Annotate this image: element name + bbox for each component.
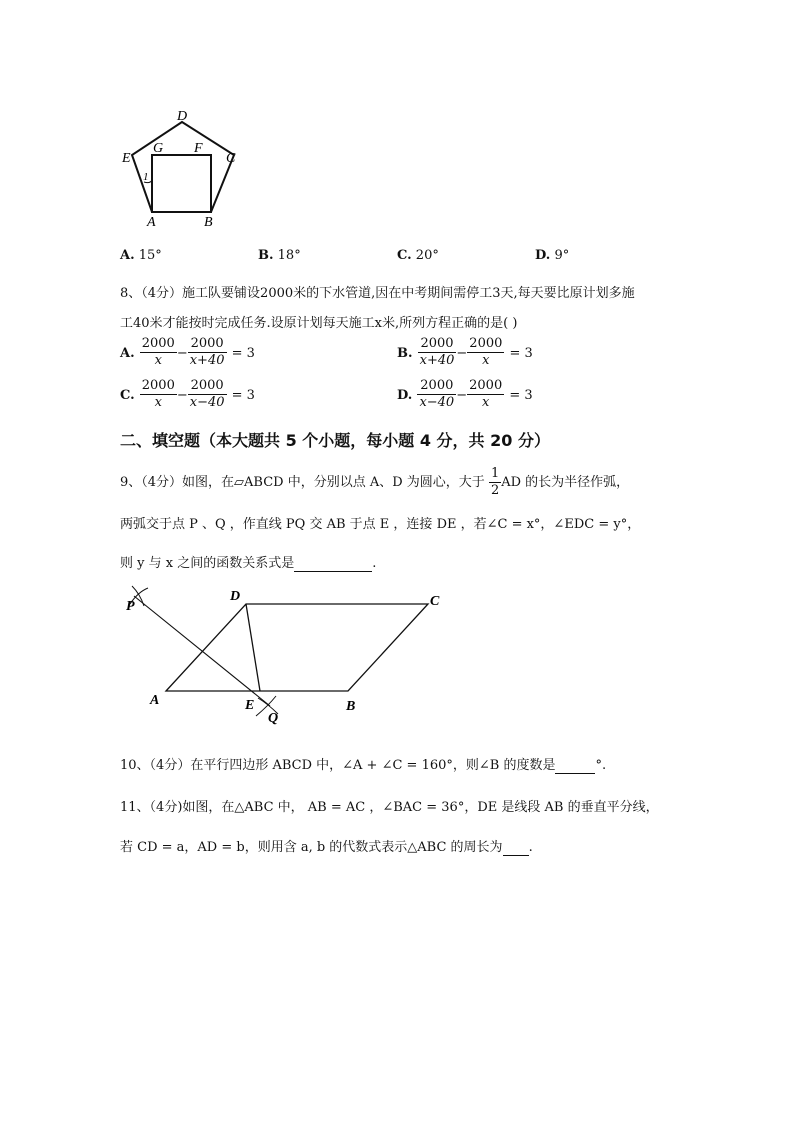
label-b: B: [204, 215, 213, 230]
q8-line2: 工40米才能按时完成任务.设原计划每天施工x米,所列方程正确的是( ): [120, 316, 518, 331]
q7-option-c: C. 20°: [397, 248, 439, 263]
parallelogram-shape: [166, 604, 428, 691]
label-1: 1: [143, 171, 149, 183]
line-de: [246, 604, 260, 691]
label-e2: E: [245, 698, 255, 713]
q7-option-d: D. 9°: [535, 248, 570, 263]
label-a2: A: [150, 693, 160, 708]
section-2-title: 二、填空题（本大题共 5 个小题，每小题 4 分，共 20 分）: [120, 431, 550, 450]
q9-half-fraction: $\frac{1}{2}$: [490, 466, 500, 498]
square-shape: [152, 155, 211, 212]
q9-answer-blank[interactable]: [294, 556, 372, 572]
q8-option-d: D. $\frac{2000}{x-40}$ − $\frac{2000}{x}$ = 3: [397, 378, 533, 410]
label-c2: C: [430, 594, 440, 609]
q10-line: 10、（4分）在平行四边形 ABCD 中，∠A + ∠C = 160°，则∠B 的度数是 °.: [120, 758, 607, 773]
q9-line1: 9、（4分）如图，在▱ABCD 中，分别以点 A、D 为圆心，大于 $\frac{1}{2}$ AD 的长为半径作弧，: [120, 466, 630, 498]
label-d2: D: [230, 589, 241, 604]
q10-answer-blank[interactable]: [555, 758, 595, 774]
pentagon-square-figure: [110, 100, 250, 230]
q11-answer-blank[interactable]: [503, 840, 529, 856]
q8-line1: 8、（4分）施工队要铺设2000米的下水管道,因在中考期间需停工3天,每天要比原计划多施: [120, 286, 635, 301]
label-f: F: [194, 141, 203, 156]
label-c: C: [226, 151, 236, 166]
parallelogram-figure: [118, 578, 458, 728]
label-g: G: [153, 141, 164, 156]
label-b2: B: [346, 699, 356, 714]
q8-option-c: C. $\frac{2000}{x}$ − $\frac{2000}{x-40}$ = 3: [120, 378, 255, 410]
line-pq: [134, 596, 270, 706]
label-e: E: [122, 151, 131, 166]
label-p: P: [126, 599, 135, 614]
q7-option-b: B. 18°: [258, 248, 301, 263]
q8-option-a: A. $\frac{2000}{x}$ − $\frac{2000}{x+40}$ = 3: [120, 336, 255, 368]
pentagon-shape: [132, 122, 234, 212]
q9-line3: 则 y 与 x 之间的函数关系式是 .: [120, 556, 377, 571]
q9-line2: 两弧交于点 P 、Q ，作直线 PQ 交 AB 于点 E ，连接 DE ，若∠C = x°，∠EDC = y°，: [120, 517, 641, 532]
q7-option-a: A. 15°: [120, 248, 162, 263]
q11-line2: 若 CD = a，AD = b，则用含 a, b 的代数式表示△ABC 的周长为 .: [120, 840, 533, 855]
label-d: D: [177, 109, 188, 124]
q8-option-b: B. $\frac{2000}{x+40}$ − $\frac{2000}{x}$ = 3: [397, 336, 533, 368]
q11-line1: 11、（4分)如图，在△ABC 中， AB = AC ，∠BAC = 36°，DE 是线段 AB 的垂直平分线，: [120, 800, 659, 815]
label-a: A: [147, 215, 156, 230]
label-q: Q: [268, 711, 279, 726]
